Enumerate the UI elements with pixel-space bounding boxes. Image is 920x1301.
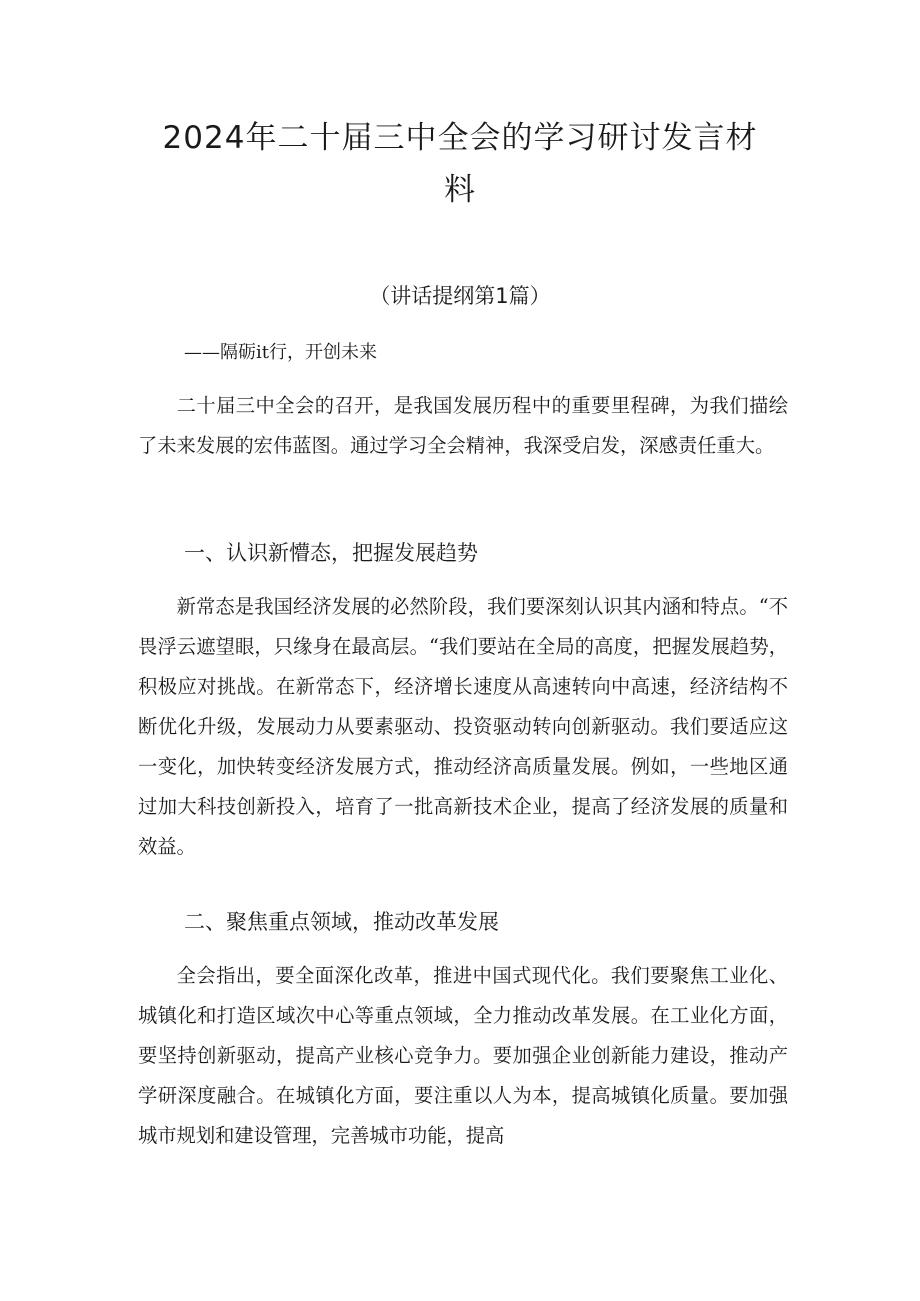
section-2-heading: 二、聚焦重点领域，推动改革发展 (184, 910, 499, 934)
document-subtitle: （讲话提纲第1篇） (369, 284, 551, 308)
document-title-line-2: 料 (444, 172, 476, 208)
document-title (120, 112, 800, 216)
document-tagline: ——隔砺it行，开创未来 (184, 342, 377, 363)
section-2-paragraph: 全会指出，要全面深化改革，推进中国式现代化。我们要聚焦工业化、城镇化和打造区域次中心等重点领域，全力推动改革发展。在工业化方面，要坚持创新驱动，提高产业核心竞争力。要加强企业创新能力建设，推动产学研深度融合。在城镇化方面，要注重以人为本，提高城镇化质量。要加强城市规划和建设管理，完善城市功能，提高 (138, 964, 788, 1147)
intro-paragraph: 二十届三中全会的召开，是我国发展历程中的重要里程碑，为我们描绘了未来发展的宏伟蓝图。通过学习全会精神，我深受启发，深感责任重大。 (138, 394, 788, 457)
document-title-line-1: 2024年二十届三中全会的学习研讨发言材 (162, 120, 758, 156)
section-1-heading: 一、认识新懵态，把握发展趋势 (184, 541, 478, 565)
section-1-paragraph: 新常态是我国经济发展的必然阶段，我们要深刻认识其内涵和特点。“不畏浮云遮望眼，只缘身在最高层。“我们要站在全局的高度，把握发展趋势，积极应对挑战。在新常态下，经济增长速度从高速转向中高速，经济结构不断优化升级，发展动力从要素驱动、投资驱动转向创新驱动。我们要适应这一变化，加快转变经济发展方式，推动经济高质量发展。例如，一些地区通过加大科技创新投入，培育了一批高新技术企业，提高了经济发展的质量和效益。 (138, 595, 788, 858)
